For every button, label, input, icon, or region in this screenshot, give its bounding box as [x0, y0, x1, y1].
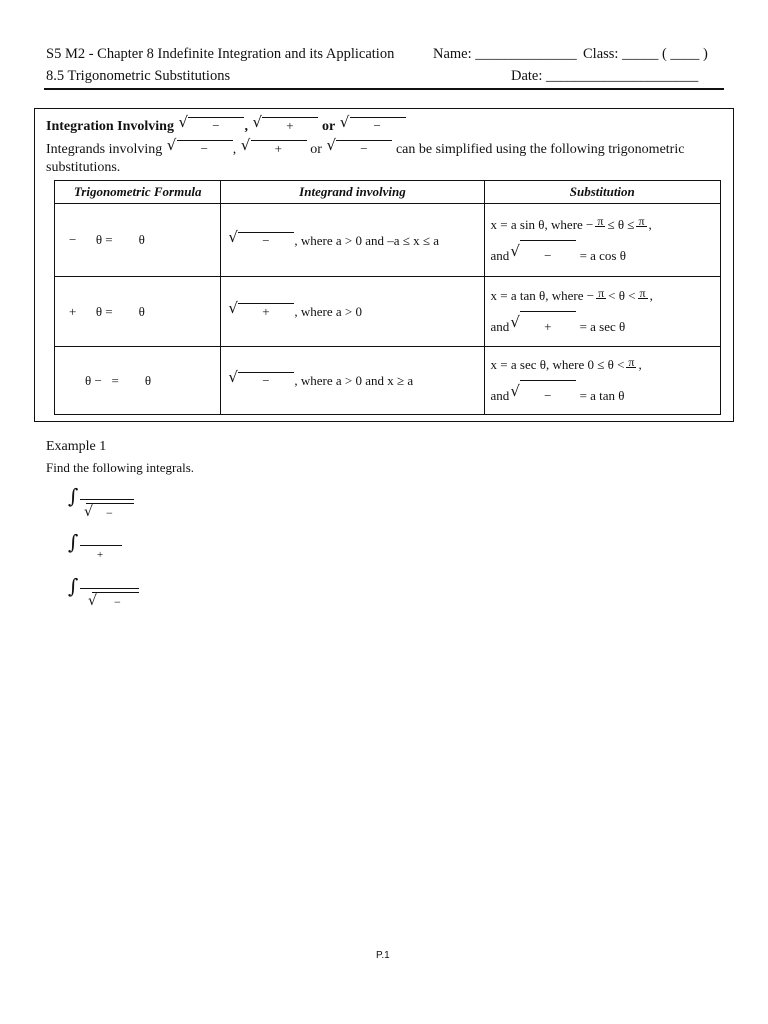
formula-cell: θ − = θ — [55, 347, 221, 415]
pi-over-2: π — [598, 285, 605, 300]
box-title-line — [46, 113, 406, 135]
sub-end: , — [649, 288, 653, 303]
intro-radical-3: √ − — [327, 140, 392, 158]
fraction-bar — [80, 545, 122, 546]
intro-text-2: can be simplified using the following trigonometric — [395, 142, 685, 157]
table-header-substitution: Substitution — [484, 181, 720, 204]
integrand-condition: , where a > 0 and x ≥ a — [294, 373, 414, 388]
substitution-cell — [484, 277, 720, 347]
trig-substitution-table — [54, 180, 721, 415]
identity-line — [491, 240, 714, 271]
intro-radical-1: √ − — [168, 140, 233, 158]
intro-radical-2: √ + — [242, 140, 307, 158]
integral-3-denominator: − — [114, 595, 121, 609]
integrand-condition: , where a > 0 — [294, 304, 362, 319]
sub-range: < θ < — [608, 288, 636, 303]
example-instruction: Find the following integrals. — [46, 460, 195, 475]
substitution-cell — [484, 204, 720, 277]
intro-comma: , — [232, 142, 237, 157]
fraction-bar — [80, 588, 139, 589]
header-name-field: Name: ______________ — [433, 46, 577, 62]
radical-a2-minus-x2: √ − — [179, 117, 244, 135]
radical-bar — [92, 592, 139, 593]
pi-over-2: π — [597, 214, 604, 229]
pi-over-2: π — [639, 285, 646, 300]
substitution-line — [491, 350, 714, 380]
identity-line — [491, 380, 714, 411]
integrand-cell — [221, 347, 484, 415]
title-comma: , — [244, 119, 248, 134]
intro-or: or — [310, 142, 322, 157]
identity-result: = a tan θ — [579, 388, 625, 403]
intro-text: Integrands involving — [46, 142, 163, 157]
sub-end: , — [638, 357, 642, 372]
and-label: and — [490, 319, 510, 334]
identity-result: = a cos θ — [579, 247, 626, 263]
sub-end: , — [648, 216, 652, 232]
pi-over-2: π — [628, 354, 635, 369]
table-row — [55, 347, 721, 415]
integral-1-denominator: − — [106, 506, 113, 520]
box-title: Integration Involving — [46, 119, 174, 134]
radical-x2-minus-a2: √ − — [341, 117, 406, 135]
integral-2-denominator: + — [97, 549, 104, 561]
box-intro-line — [46, 136, 685, 158]
and-label: and — [490, 247, 510, 263]
radical-bar — [86, 503, 134, 504]
integrand-cell — [221, 204, 484, 277]
radical-sign: √ — [88, 593, 97, 609]
integral-sign: ∫ — [68, 530, 79, 554]
and-label: and — [490, 388, 510, 403]
pi-over-2: π — [638, 214, 645, 229]
identity-radical: √ − — [511, 380, 576, 411]
table-row — [55, 277, 721, 347]
table-row — [55, 204, 721, 277]
header-section-title: 8.5 Trigonometric Substitutions — [46, 68, 231, 84]
radical-sign: √ — [84, 504, 93, 520]
integrand-condition: , where a > 0 and –a ≤ x ≤ a — [294, 232, 440, 248]
sub-text: x = a sec θ, where 0 ≤ θ < — [490, 357, 625, 372]
sub-text: x = a tan θ, where − — [490, 288, 595, 303]
header-date-field: Date: _____________________ — [511, 68, 699, 84]
integrand-radical: √ − — [229, 232, 294, 249]
formula-cell: − θ = θ — [55, 204, 221, 277]
substitution-cell — [484, 347, 720, 415]
fraction-bar — [80, 499, 134, 500]
integrand-cell — [221, 277, 484, 347]
formula-cell: + θ = θ — [55, 277, 221, 347]
table-header-formula: Trigonometric Formula — [55, 181, 221, 204]
substitution-line — [491, 281, 714, 311]
integral-sign: ∫ — [68, 574, 79, 598]
table-header-row — [55, 181, 721, 204]
header-chapter-title: S5 M2 - Chapter 8 Indefinite Integration and its Application — [46, 46, 395, 62]
sub-text: x = a sin θ, where − — [490, 216, 594, 232]
identity-radical: √ + — [511, 311, 576, 342]
identity-radical: √ − — [511, 240, 576, 271]
identity-line — [491, 311, 714, 342]
substitution-line — [491, 210, 714, 240]
integrand-radical: √ − — [229, 372, 294, 389]
integrand-radical: √ + — [229, 303, 294, 320]
example-title: Example 1 — [46, 439, 107, 454]
intro-text-3: substitutions. — [46, 160, 121, 175]
radical-a2-plus-x2: √ + — [253, 117, 318, 135]
table-header-integrand: Integrand involving — [221, 181, 484, 204]
title-or: or — [321, 119, 336, 134]
header-class-field: Class: _____ ( ____ ) — [583, 46, 708, 62]
sub-range: ≤ θ ≤ — [607, 216, 635, 232]
page-number: P.1 — [376, 950, 390, 961]
header-rule — [44, 88, 724, 90]
identity-result: = a sec θ — [579, 319, 626, 334]
integral-sign: ∫ — [68, 484, 79, 508]
